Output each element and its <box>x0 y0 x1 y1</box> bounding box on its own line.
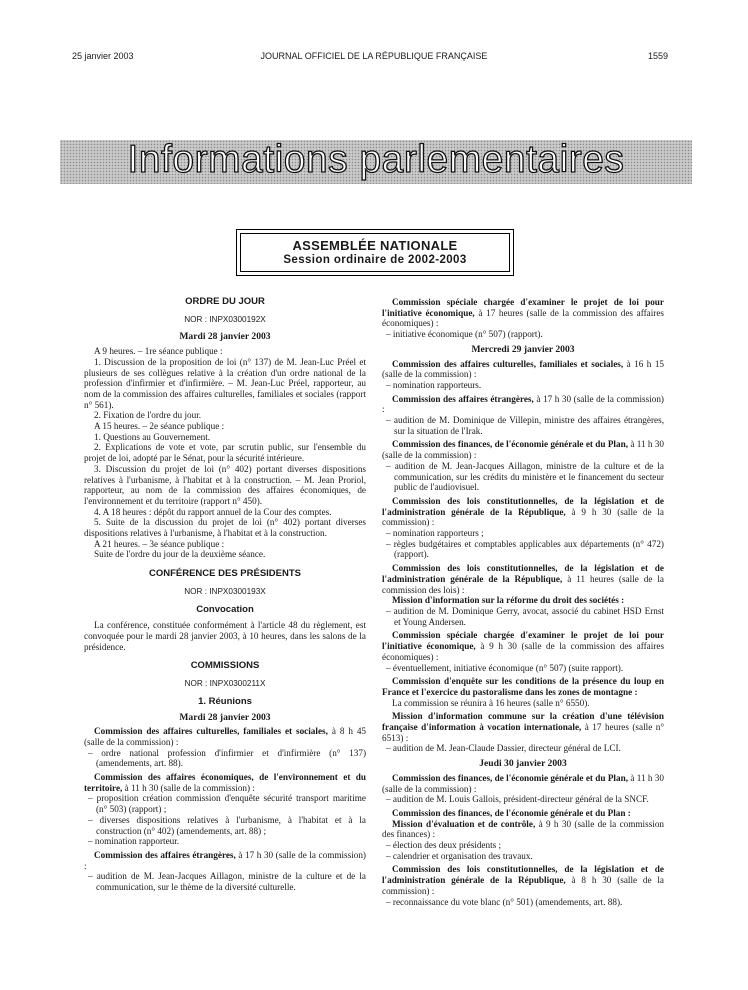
banner-title: Informations parlementaires <box>127 138 625 181</box>
commission-item: – audition de M. Jean-Jacques Aillagon, ministre de la culture et de la communication, sur les crédits du ministère et le financement du secteur public de l'audiovisuel. <box>386 460 664 493</box>
date-heading: Mercredi 29 janvier 2003 <box>471 343 575 355</box>
right-column <box>382 297 664 907</box>
conference-text: La conférence, constituée conformément à l'article 48 du règlement, est convoquée pour le mardi 28 janvier 2003, à 10 heures, dans les salons de la présidence. <box>84 620 366 652</box>
ordre-line: 2. Fixation de l'ordre du jour. <box>94 410 202 421</box>
commissions-nor: NOR : INPX0300211X <box>184 679 266 689</box>
commission-entry: Commission des finances, de l'économie générale et du Plan, à 11 h 30 (salle de la commission) : <box>382 772 664 794</box>
reunions-heading: 1. Réunions <box>198 695 252 707</box>
ordre-line: 4. A 18 heures : dépôt du rapport annuel de la Cour des comptes. <box>94 506 332 517</box>
mission-heading: Mission d'information sur la réforme du droit des sociétés : <box>392 595 625 606</box>
commission-entry: Commission des affaires étrangères, à 17 h 30 (salle de la commission) : <box>84 849 366 871</box>
commission-item: – élection des deux présidents ; <box>386 840 502 851</box>
commission-entry: Commission des affaires étrangères, à 17 h 30 (salle de la commission) : <box>382 393 664 415</box>
commission-item: – diverses dispositions relatives à l'urbanisme, à l'habitat et à la construction (n° 402) (amendements, art. 88) ; <box>88 814 366 836</box>
header-page-number: 1559 <box>647 51 668 61</box>
ordre-line: A 9 heures. – 1re séance publique : <box>94 346 223 357</box>
ordre-line: 2. Explications de vote et vote, par scrutin public, sur l'ensemble du projet de loi, adopté par le Sénat, pour la sécurité intérieure. <box>84 442 366 464</box>
ordre-line: 1. Questions au Gouvernement. <box>94 431 211 442</box>
ordre-line: A 15 heures. – 2e séance publique : <box>94 421 225 432</box>
commission-item: – audition de M. Jean-Claude Dassier, directeur général de LCI. <box>386 743 621 754</box>
ordre-line: 5. Suite de la discussion du projet de loi (n° 402) portant diverses dispositions relatives à l'urbanisme, à l'habitat et à la construction. <box>84 517 366 539</box>
commission-item: – audition de M. Louis Gallois, président-directeur général de la SNCF. <box>386 794 649 805</box>
commissions-title: COMMISSIONS <box>190 660 260 672</box>
ordre-title: ORDRE DU JOUR <box>185 296 265 307</box>
ordre-line: 3. Discussion du projet de loi (n° 402) portant diverses dispositions relatives à l'urbanisme, à l'habitat et à la construction. – M. Jean Proriol, rapporteur, au nom de la commission des affaires économiques, de l'environnement et du territoire (rapport n° 450). <box>84 463 366 506</box>
commission-text: La commission se réunira à 16 heures (salle n° 6550). <box>392 697 590 708</box>
commission-item: – règles budgétaires et comptables applicables aux départements (n° 472) (rapport). <box>386 538 664 560</box>
commission-item: – nomination rapporteurs ; <box>386 528 484 539</box>
commission-entry: Commission des lois constitutionnelles, de la législation et de l'administration générale de la République, à 8 h 30 (salle de la commission) : <box>382 864 664 896</box>
ordre-line: 1. Discussion de la proposition de loi (n° 137) de M. Jean-Luc Préel et plusieurs de ses collègues relative à la création d'un ordre national de la profession d'infirmier et d'infirmière. – M. Jean-Luc Préel, rapporteur, au nom de la commission des affaires culturelles, familiales et sociales (rapport n° 561). <box>84 356 366 410</box>
commission-entry: Commission des affaires culturelles, familiales et sociales, à 8 h 45 (salle de la commission) : <box>84 726 367 747</box>
commission-item: – audition de M. Dominique Gerry, avocat, associé du cabinet HSD Ernst et Young Andersen. <box>386 605 664 627</box>
commissions-date: Mardi 28 janvier 2003 <box>179 711 271 723</box>
commission-item: – proposition création commission d'enquête sécurité transport maritime (n° 503) (rapport) ; <box>88 793 366 815</box>
commission-entry: Commission des affaires culturelles, familiales et sociales, à 16 h 15 (salle de la commission) : <box>382 358 665 380</box>
commission-entry: Commission spéciale chargée d'examiner le projet de loi pour l'initiative économique, à 9 h 30 (salle de la commission des affaires économiques) : <box>382 630 665 662</box>
commission-item: – nomination rapporteurs. <box>386 379 482 390</box>
commission-entry: Commission des finances, de l'économie générale et du Plan : <box>392 807 631 818</box>
conference-subtitle: Convocation <box>196 603 254 615</box>
left-column <box>84 297 366 893</box>
commission-item: – audition de M. Dominique de Villepin, ministre des affaires étrangères, sur la situation de l'Irak. <box>386 415 664 436</box>
commission-item: – reconnaissance du vote blanc (n° 501) (amendements, art. 88). <box>386 896 623 907</box>
commission-item: – nomination rapporteur. <box>88 836 180 847</box>
commission-entry: Mission d'information commune sur la création d'une télévision française d'information à vocation internationale, à 17 heures (salle n° 6513) : <box>382 711 664 743</box>
conference-nor: NOR : INPX0300193X <box>184 586 266 596</box>
ordre-nor: NOR : INPX0300192X <box>184 314 266 324</box>
commission-entry: Commission d'enquête sur les conditions de la présence du loup en France et l'exercice du pastoralisme dans les zones de montagne : <box>382 676 664 697</box>
mission-heading: Mission d'évaluation et de contrôle, à 9 h 30 (salle de la commission des finances) : <box>382 818 665 840</box>
commission-item: – audition de M. Jean-Jacques Aillagon, ministre de la culture et de la communication, sur le thème de la diversité culturelle. <box>88 871 366 893</box>
commission-entry: Commission spéciale chargée d'examiner le projet de loi pour l'initiative économique, à 17 heures (salle de la commission des affaires économiques) : <box>382 297 665 329</box>
date-heading: Jeudi 30 janvier 2003 <box>479 758 567 770</box>
commission-entry: Commission des lois constitutionnelles, de la législation et de l'administration générale de la République, à 9 h 30 (salle de la commission) : <box>382 495 664 528</box>
ordre-date: Mardi 28 janvier 2003 <box>179 331 271 343</box>
commission-item: – éventuellement, initiative économique (n° 507) (suite rapport). <box>386 662 624 673</box>
assembly-title: ASSEMBLÉE NATIONALE <box>292 238 458 253</box>
conference-title: CONFÉRENCE DES PRÉSIDENTS <box>148 568 302 580</box>
section-banner <box>60 140 692 184</box>
assembly-session: Session ordinaire de 2002-2003 <box>283 254 467 266</box>
commission-item: – ordre national profession d'infirmier et d'infirmière (n° 137) (amendements, art. 88). <box>88 747 366 769</box>
commission-item: – initiative économique (n° 507) (rapport). <box>386 329 543 340</box>
commission-item: – calendrier et organisation des travaux. <box>386 850 533 861</box>
ordre-line: A 21 heures. – 3e séance publique : <box>94 538 225 549</box>
commission-entry: Commission des lois constitutionnelles, de la législation et de l'administration générale de la République, à 11 heures (salle de la commission des lois) : <box>382 563 664 595</box>
assembly-box <box>236 229 514 276</box>
header-title: JOURNAL OFFICIEL DE LA RÉPUBLIQUE FRANÇAISE <box>260 51 488 61</box>
header-date: 25 janvier 2003 <box>72 51 134 61</box>
commission-entry: Commission des affaires économiques, de l'environnement et du territoire, à 11 h 30 (salle de la commission) : <box>84 772 366 793</box>
ordre-line: Suite de l'ordre du jour de la deuxième séance. <box>94 549 266 560</box>
commission-entry: Commission des finances, de l'économie générale et du Plan, à 11 h 30 (salle de la commission) : <box>382 439 664 461</box>
